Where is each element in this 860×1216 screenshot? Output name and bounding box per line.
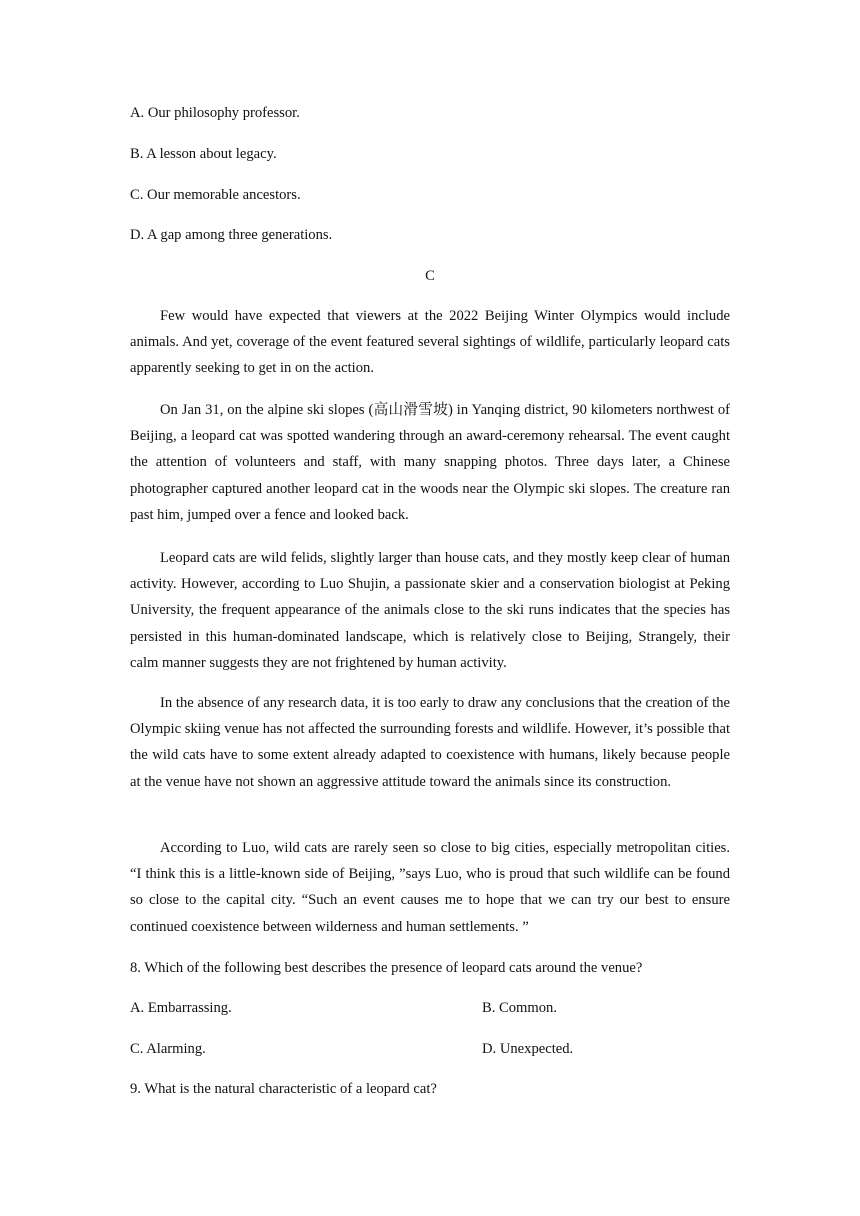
question-8: 8. Which of the following best describes the presence of leopard cats around the venue? [130, 960, 643, 976]
q8-option-a: A. Embarrassing. [130, 1000, 232, 1016]
section-heading: C [425, 268, 435, 284]
passage-paragraph-5: According to Luo, wild cats are rarely seen so close to big cities, especially metropolitan cities. “I think this is a little-known side of Beijing, ”says Luo, who is proud that such wildlife can be found so close to the capital city. “Such an event causes me to hope that we can try our best to ensure continued coexistence between wilderness and human settlements. ” [130, 840, 730, 935]
q8-option-c: C. Alarming. [130, 1041, 206, 1057]
q8-option-b: B. Common. [482, 1000, 558, 1016]
prev-option-a: A. Our philosophy professor. [130, 105, 300, 121]
prev-option-c: C. Our memorable ancestors. [130, 187, 301, 203]
passage-paragraph-3: Leopard cats are wild felids, slightly larger than house cats, and they mostly keep clear of human activity. However, according to Luo Shujin, a passionate skier and a conservation biologist at Peking University, the frequent appearance of the animals close to the ski runs indicates that the species has persisted in this human-dominated landscape, which is relatively close to Beijing, Strangely, their calm manner suggests they are not frightened by human activity. [130, 550, 730, 671]
prev-option-b: B. A lesson about legacy. [130, 146, 277, 162]
question-9: 9. What is the natural characteristic of a leopard cat? [130, 1081, 437, 1097]
passage-paragraph-2: On Jan 31, on the alpine ski slopes (高山滑雪坡) in Yanqing district, 90 kilometers northwest of Beijing, a leopard cat was spotted wandering through an award-ceremony rehearsal. The event caught the attention of volunteers and staff, with many snapping photos. Three days later, a Chinese photographer captured another leopard cat in the woods near the Olympic ski slopes. The creature ran past him, jumped over a fence and looked back. [130, 402, 730, 523]
passage-paragraph-4: In the absence of any research data, it is too early to draw any conclusions that the creation of the Olympic skiing venue has not affected the surrounding forests and wildlife. However, it’s possible that the wild cats have to some extent already adapted to coexistence with humans, likely because people at the venue have not shown an aggressive attitude toward the animals since its construction. [130, 695, 730, 790]
prev-option-d: D. A gap among three generations. [130, 227, 333, 243]
q8-option-d: D. Unexpected. [482, 1041, 574, 1057]
passage-paragraph-1: Few would have expected that viewers at the 2022 Beijing Winter Olympics would include animals. And yet, coverage of the event featured several sightings of wildlife, particularly leopard cats apparently seeking to get in on the action. [130, 308, 730, 377]
